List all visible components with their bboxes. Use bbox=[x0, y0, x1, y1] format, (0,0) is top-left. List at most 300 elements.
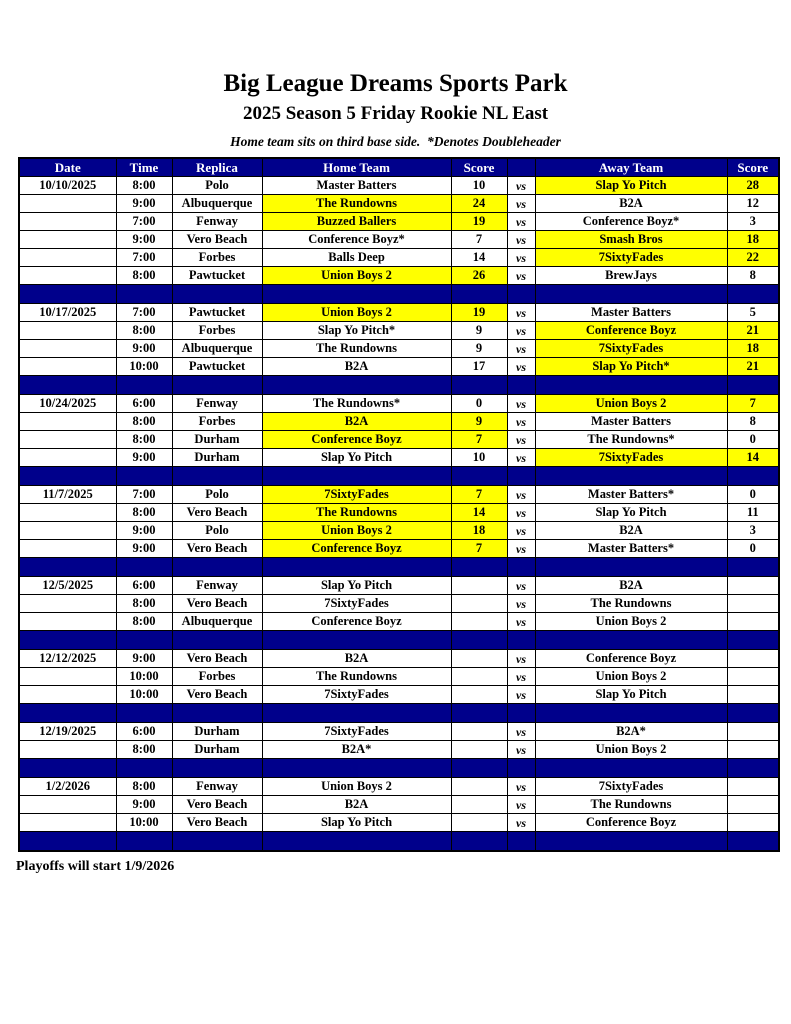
replica-cell: Pawtucket bbox=[172, 304, 262, 322]
date-cell bbox=[19, 322, 116, 340]
game-row bbox=[19, 195, 779, 213]
away-score-cell: 8 bbox=[727, 413, 779, 431]
separator-cell bbox=[262, 704, 451, 723]
separator-cell bbox=[727, 558, 779, 577]
separator-cell bbox=[727, 467, 779, 486]
time-cell: 7:00 bbox=[116, 486, 172, 504]
date-cell bbox=[19, 504, 116, 522]
date-cell bbox=[19, 449, 116, 467]
time-cell: 9:00 bbox=[116, 195, 172, 213]
home-team-cell: B2A bbox=[262, 796, 451, 814]
replica-cell: Polo bbox=[172, 522, 262, 540]
time-cell: 10:00 bbox=[116, 686, 172, 704]
away-team-cell: Slap Yo Pitch* bbox=[535, 358, 727, 376]
separator-cell bbox=[262, 631, 451, 650]
vs-cell: vs bbox=[507, 395, 535, 413]
home-team-cell: The Rundowns bbox=[262, 195, 451, 213]
away-team-cell: Smash Bros bbox=[535, 231, 727, 249]
home-score-cell bbox=[451, 814, 507, 832]
home-score-cell: 19 bbox=[451, 213, 507, 231]
home-score-cell bbox=[451, 796, 507, 814]
game-row bbox=[19, 486, 779, 504]
vs-cell: vs bbox=[507, 686, 535, 704]
header-vs-spacer bbox=[507, 158, 535, 177]
separator-cell bbox=[535, 631, 727, 650]
time-cell: 8:00 bbox=[116, 322, 172, 340]
vs-cell: vs bbox=[507, 177, 535, 195]
replica-cell: Vero Beach bbox=[172, 686, 262, 704]
separator-cell bbox=[451, 467, 507, 486]
home-team-cell: 7SixtyFades bbox=[262, 595, 451, 613]
separator-cell bbox=[451, 759, 507, 778]
time-cell: 8:00 bbox=[116, 741, 172, 759]
game-row bbox=[19, 686, 779, 704]
home-score-cell: 19 bbox=[451, 304, 507, 322]
vs-cell: vs bbox=[507, 486, 535, 504]
separator-cell bbox=[535, 467, 727, 486]
home-team-cell: The Rundowns bbox=[262, 504, 451, 522]
time-cell: 6:00 bbox=[116, 723, 172, 741]
game-row bbox=[19, 449, 779, 467]
separator-cell bbox=[116, 704, 172, 723]
date-cell: 10/10/2025 bbox=[19, 177, 116, 195]
separator-cell bbox=[116, 558, 172, 577]
header-home-team: Home Team bbox=[262, 158, 451, 177]
home-score-cell: 7 bbox=[451, 486, 507, 504]
date-cell bbox=[19, 814, 116, 832]
away-score-cell bbox=[727, 778, 779, 796]
separator-cell bbox=[535, 376, 727, 395]
game-row bbox=[19, 267, 779, 285]
away-score-cell: 12 bbox=[727, 195, 779, 213]
replica-cell: Vero Beach bbox=[172, 540, 262, 558]
away-score-cell: 7 bbox=[727, 395, 779, 413]
separator-cell bbox=[451, 285, 507, 304]
separator-row bbox=[19, 704, 779, 723]
separator-cell bbox=[507, 704, 535, 723]
separator-cell bbox=[19, 759, 116, 778]
separator-cell bbox=[19, 285, 116, 304]
away-team-cell: Conference Boyz bbox=[535, 650, 727, 668]
game-row bbox=[19, 177, 779, 195]
away-score-cell bbox=[727, 595, 779, 613]
separator-row bbox=[19, 376, 779, 395]
separator-cell bbox=[507, 759, 535, 778]
home-team-cell: Union Boys 2 bbox=[262, 522, 451, 540]
home-score-cell: 7 bbox=[451, 540, 507, 558]
home-team-cell: B2A bbox=[262, 413, 451, 431]
replica-cell: Albuquerque bbox=[172, 195, 262, 213]
away-score-cell: 0 bbox=[727, 486, 779, 504]
home-team-cell: Conference Boyz bbox=[262, 613, 451, 631]
away-team-cell: Slap Yo Pitch bbox=[535, 504, 727, 522]
date-cell bbox=[19, 413, 116, 431]
separator-cell bbox=[507, 558, 535, 577]
vs-cell: vs bbox=[507, 504, 535, 522]
game-row bbox=[19, 778, 779, 796]
time-cell: 6:00 bbox=[116, 577, 172, 595]
separator-row bbox=[19, 631, 779, 650]
home-score-cell bbox=[451, 778, 507, 796]
home-team-cell: B2A bbox=[262, 358, 451, 376]
game-row bbox=[19, 540, 779, 558]
away-team-cell: Master Batters bbox=[535, 413, 727, 431]
away-team-cell: Union Boys 2 bbox=[535, 613, 727, 631]
away-team-cell: 7SixtyFades bbox=[535, 449, 727, 467]
away-score-cell: 21 bbox=[727, 358, 779, 376]
game-row bbox=[19, 723, 779, 741]
time-cell: 9:00 bbox=[116, 796, 172, 814]
separator-cell bbox=[172, 285, 262, 304]
replica-cell: Polo bbox=[172, 486, 262, 504]
home-score-cell: 0 bbox=[451, 395, 507, 413]
game-row bbox=[19, 650, 779, 668]
separator-cell bbox=[172, 704, 262, 723]
date-cell bbox=[19, 522, 116, 540]
vs-cell: vs bbox=[507, 796, 535, 814]
away-score-cell bbox=[727, 650, 779, 668]
separator-cell bbox=[535, 704, 727, 723]
away-team-cell: Master Batters bbox=[535, 304, 727, 322]
replica-cell: Forbes bbox=[172, 322, 262, 340]
separator-cell bbox=[262, 376, 451, 395]
home-score-cell bbox=[451, 741, 507, 759]
replica-cell: Fenway bbox=[172, 577, 262, 595]
separator-cell bbox=[262, 285, 451, 304]
home-score-cell: 7 bbox=[451, 231, 507, 249]
vs-cell: vs bbox=[507, 231, 535, 249]
replica-cell: Forbes bbox=[172, 668, 262, 686]
home-team-cell: 7SixtyFades bbox=[262, 486, 451, 504]
away-score-cell: 14 bbox=[727, 449, 779, 467]
separator-cell bbox=[116, 832, 172, 851]
header-replica: Replica bbox=[172, 158, 262, 177]
away-team-cell: 7SixtyFades bbox=[535, 340, 727, 358]
date-cell bbox=[19, 540, 116, 558]
home-team-cell: Union Boys 2 bbox=[262, 778, 451, 796]
separator-cell bbox=[172, 759, 262, 778]
replica-cell: Vero Beach bbox=[172, 814, 262, 832]
home-score-cell bbox=[451, 686, 507, 704]
home-team-cell: Slap Yo Pitch bbox=[262, 577, 451, 595]
date-cell bbox=[19, 340, 116, 358]
separator-cell bbox=[507, 376, 535, 395]
away-score-cell bbox=[727, 814, 779, 832]
vs-cell: vs bbox=[507, 778, 535, 796]
home-score-cell: 14 bbox=[451, 504, 507, 522]
home-score-cell: 24 bbox=[451, 195, 507, 213]
vs-cell: vs bbox=[507, 358, 535, 376]
separator-cell bbox=[19, 467, 116, 486]
separator-cell bbox=[262, 558, 451, 577]
time-cell: 9:00 bbox=[116, 340, 172, 358]
separator-cell bbox=[727, 376, 779, 395]
home-score-cell: 7 bbox=[451, 431, 507, 449]
separator-cell bbox=[172, 832, 262, 851]
replica-cell: Forbes bbox=[172, 413, 262, 431]
header-away-score: Score bbox=[727, 158, 779, 177]
vs-cell: vs bbox=[507, 449, 535, 467]
away-score-cell: 21 bbox=[727, 322, 779, 340]
away-team-cell: Conference Boyz* bbox=[535, 213, 727, 231]
vs-cell: vs bbox=[507, 213, 535, 231]
replica-cell: Vero Beach bbox=[172, 796, 262, 814]
away-team-cell: 7SixtyFades bbox=[535, 778, 727, 796]
separator-cell bbox=[507, 631, 535, 650]
replica-cell: Durham bbox=[172, 431, 262, 449]
home-team-cell: Union Boys 2 bbox=[262, 304, 451, 322]
away-team-cell: Slap Yo Pitch bbox=[535, 177, 727, 195]
separator-cell bbox=[451, 704, 507, 723]
time-cell: 6:00 bbox=[116, 395, 172, 413]
away-team-cell: Conference Boyz bbox=[535, 322, 727, 340]
game-row bbox=[19, 340, 779, 358]
away-score-cell bbox=[727, 686, 779, 704]
vs-cell: vs bbox=[507, 431, 535, 449]
away-team-cell: Master Batters* bbox=[535, 540, 727, 558]
game-row bbox=[19, 231, 779, 249]
home-team-cell: Master Batters bbox=[262, 177, 451, 195]
date-cell: 10/24/2025 bbox=[19, 395, 116, 413]
replica-cell: Durham bbox=[172, 741, 262, 759]
separator-cell bbox=[727, 704, 779, 723]
vs-cell: vs bbox=[507, 595, 535, 613]
away-team-cell: Slap Yo Pitch bbox=[535, 686, 727, 704]
home-team-cell: B2A bbox=[262, 650, 451, 668]
replica-cell: Albuquerque bbox=[172, 340, 262, 358]
home-score-cell: 26 bbox=[451, 267, 507, 285]
away-team-cell: The Rundowns* bbox=[535, 431, 727, 449]
home-score-cell bbox=[451, 577, 507, 595]
date-cell bbox=[19, 668, 116, 686]
time-cell: 10:00 bbox=[116, 814, 172, 832]
away-score-cell bbox=[727, 723, 779, 741]
replica-cell: Vero Beach bbox=[172, 595, 262, 613]
separator-cell bbox=[116, 467, 172, 486]
time-cell: 7:00 bbox=[116, 304, 172, 322]
home-team-cell: B2A* bbox=[262, 741, 451, 759]
separator-cell bbox=[451, 631, 507, 650]
home-score-cell: 9 bbox=[451, 340, 507, 358]
game-row bbox=[19, 814, 779, 832]
away-score-cell bbox=[727, 796, 779, 814]
vs-cell: vs bbox=[507, 741, 535, 759]
separator-cell bbox=[535, 832, 727, 851]
time-cell: 7:00 bbox=[116, 213, 172, 231]
away-team-cell: The Rundowns bbox=[535, 796, 727, 814]
home-team-cell: Balls Deep bbox=[262, 249, 451, 267]
vs-cell: vs bbox=[507, 322, 535, 340]
date-cell: 12/19/2025 bbox=[19, 723, 116, 741]
separator-row bbox=[19, 285, 779, 304]
separator-cell bbox=[172, 631, 262, 650]
home-score-cell: 10 bbox=[451, 449, 507, 467]
away-team-cell: The Rundowns bbox=[535, 595, 727, 613]
separator-cell bbox=[116, 759, 172, 778]
replica-cell: Vero Beach bbox=[172, 504, 262, 522]
vs-cell: vs bbox=[507, 340, 535, 358]
separator-cell bbox=[19, 631, 116, 650]
replica-cell: Pawtucket bbox=[172, 358, 262, 376]
vs-cell: vs bbox=[507, 577, 535, 595]
game-row bbox=[19, 358, 779, 376]
home-team-cell: Conference Boyz bbox=[262, 540, 451, 558]
date-cell: 10/17/2025 bbox=[19, 304, 116, 322]
time-cell: 8:00 bbox=[116, 778, 172, 796]
home-team-cell: The Rundowns bbox=[262, 668, 451, 686]
game-row bbox=[19, 668, 779, 686]
separator-cell bbox=[116, 285, 172, 304]
time-cell: 9:00 bbox=[116, 522, 172, 540]
separator-row bbox=[19, 467, 779, 486]
time-cell: 8:00 bbox=[116, 177, 172, 195]
replica-cell: Forbes bbox=[172, 249, 262, 267]
separator-cell bbox=[19, 832, 116, 851]
away-score-cell: 3 bbox=[727, 522, 779, 540]
date-cell: 12/12/2025 bbox=[19, 650, 116, 668]
home-team-cell: Union Boys 2 bbox=[262, 267, 451, 285]
time-cell: 10:00 bbox=[116, 358, 172, 376]
replica-cell: Fenway bbox=[172, 778, 262, 796]
date-cell: 12/5/2025 bbox=[19, 577, 116, 595]
date-cell bbox=[19, 267, 116, 285]
replica-cell: Fenway bbox=[172, 395, 262, 413]
home-score-cell: 9 bbox=[451, 322, 507, 340]
game-row bbox=[19, 796, 779, 814]
vs-cell: vs bbox=[507, 195, 535, 213]
time-cell: 8:00 bbox=[116, 413, 172, 431]
date-cell bbox=[19, 249, 116, 267]
replica-cell: Vero Beach bbox=[172, 650, 262, 668]
vs-cell: vs bbox=[507, 668, 535, 686]
separator-row bbox=[19, 832, 779, 851]
date-cell bbox=[19, 431, 116, 449]
away-team-cell: B2A bbox=[535, 195, 727, 213]
page-subtitle: 2025 Season 5 Friday Rookie NL East bbox=[242, 102, 549, 124]
date-cell bbox=[19, 686, 116, 704]
date-cell bbox=[19, 358, 116, 376]
vs-cell: vs bbox=[507, 267, 535, 285]
away-score-cell bbox=[727, 668, 779, 686]
home-team-cell: Slap Yo Pitch bbox=[262, 449, 451, 467]
game-row bbox=[19, 213, 779, 231]
replica-cell: Pawtucket bbox=[172, 267, 262, 285]
away-team-cell: B2A bbox=[535, 522, 727, 540]
date-cell bbox=[19, 613, 116, 631]
away-score-cell: 8 bbox=[727, 267, 779, 285]
away-score-cell: 18 bbox=[727, 340, 779, 358]
vs-cell: vs bbox=[507, 613, 535, 631]
schedule-table bbox=[18, 157, 780, 852]
date-cell bbox=[19, 796, 116, 814]
separator-cell bbox=[535, 759, 727, 778]
separator-cell bbox=[727, 631, 779, 650]
away-team-cell: 7SixtyFades bbox=[535, 249, 727, 267]
separator-cell bbox=[262, 832, 451, 851]
away-score-cell: 18 bbox=[727, 231, 779, 249]
away-score-cell: 22 bbox=[727, 249, 779, 267]
separator-cell bbox=[727, 285, 779, 304]
home-team-cell: 7SixtyFades bbox=[262, 723, 451, 741]
game-row bbox=[19, 413, 779, 431]
separator-cell bbox=[172, 376, 262, 395]
date-cell bbox=[19, 231, 116, 249]
home-team-cell: Buzzed Ballers bbox=[262, 213, 451, 231]
away-score-cell bbox=[727, 741, 779, 759]
game-row bbox=[19, 322, 779, 340]
date-cell: 1/2/2026 bbox=[19, 778, 116, 796]
time-cell: 8:00 bbox=[116, 613, 172, 631]
vs-cell: vs bbox=[507, 540, 535, 558]
away-team-cell: Conference Boyz bbox=[535, 814, 727, 832]
away-score-cell: 0 bbox=[727, 431, 779, 449]
game-row bbox=[19, 304, 779, 322]
away-score-cell: 11 bbox=[727, 504, 779, 522]
vs-cell: vs bbox=[507, 249, 535, 267]
separator-row bbox=[19, 759, 779, 778]
home-team-cell: 7SixtyFades bbox=[262, 686, 451, 704]
home-team-cell: Slap Yo Pitch* bbox=[262, 322, 451, 340]
home-score-cell: 10 bbox=[451, 177, 507, 195]
home-score-cell bbox=[451, 613, 507, 631]
home-team-cell: The Rundowns* bbox=[262, 395, 451, 413]
away-score-cell: 5 bbox=[727, 304, 779, 322]
time-cell: 8:00 bbox=[116, 267, 172, 285]
away-team-cell: B2A* bbox=[535, 723, 727, 741]
away-score-cell bbox=[727, 613, 779, 631]
game-row bbox=[19, 741, 779, 759]
date-cell bbox=[19, 741, 116, 759]
home-team-note: Home team sits on third base side. *Denotes Doubleheader bbox=[230, 133, 561, 149]
time-cell: 10:00 bbox=[116, 668, 172, 686]
separator-cell bbox=[507, 285, 535, 304]
home-team-cell: Conference Boyz bbox=[262, 431, 451, 449]
home-team-cell: The Rundowns bbox=[262, 340, 451, 358]
date-cell: 11/7/2025 bbox=[19, 486, 116, 504]
replica-cell: Albuquerque bbox=[172, 613, 262, 631]
time-cell: 8:00 bbox=[116, 504, 172, 522]
separator-cell bbox=[727, 832, 779, 851]
header-away-team: Away Team bbox=[535, 158, 727, 177]
away-team-cell: B2A bbox=[535, 577, 727, 595]
header-time: Time bbox=[116, 158, 172, 177]
vs-cell: vs bbox=[507, 304, 535, 322]
separator-cell bbox=[19, 704, 116, 723]
time-cell: 9:00 bbox=[116, 231, 172, 249]
game-row bbox=[19, 577, 779, 595]
date-cell bbox=[19, 213, 116, 231]
playoffs-note: Playoffs will start 1/9/2026 bbox=[16, 858, 175, 874]
time-cell: 8:00 bbox=[116, 431, 172, 449]
vs-cell: vs bbox=[507, 814, 535, 832]
separator-cell bbox=[19, 376, 116, 395]
away-score-cell: 28 bbox=[727, 177, 779, 195]
home-team-cell: Slap Yo Pitch bbox=[262, 814, 451, 832]
home-score-cell: 14 bbox=[451, 249, 507, 267]
separator-cell bbox=[507, 832, 535, 851]
game-row bbox=[19, 249, 779, 267]
away-score-cell: 0 bbox=[727, 540, 779, 558]
game-row bbox=[19, 395, 779, 413]
separator-cell bbox=[535, 558, 727, 577]
home-score-cell bbox=[451, 595, 507, 613]
away-score-cell bbox=[727, 577, 779, 595]
replica-cell: Durham bbox=[172, 723, 262, 741]
game-row bbox=[19, 595, 779, 613]
away-score-cell: 3 bbox=[727, 213, 779, 231]
away-team-cell: Union Boys 2 bbox=[535, 741, 727, 759]
game-row bbox=[19, 431, 779, 449]
